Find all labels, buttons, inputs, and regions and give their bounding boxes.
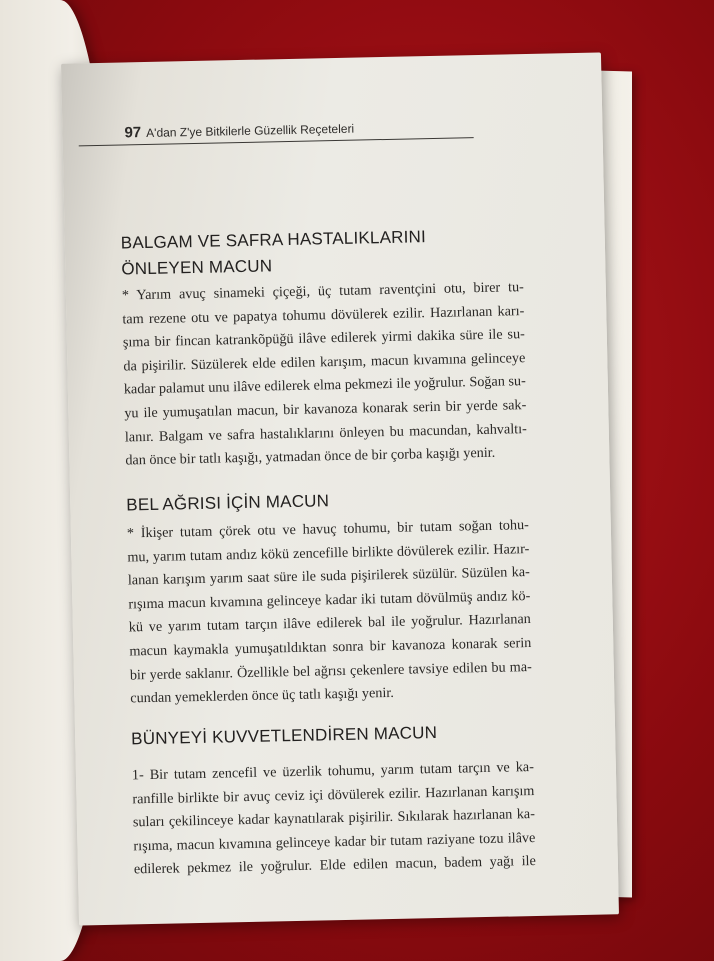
text-line: 1- Bir tutam zencefil ve üzerlik tohumu, yarım tutam tarçın ve ka-	[131, 759, 535, 784]
section-title-bel-agrisi	[126, 488, 329, 518]
text-line: * Yarım avuç sinameki çiçeği, üç tutam raventçini otu, birer tu-	[121, 279, 524, 304]
text-line: kadar palamut unu ilâve edilerek elma pekmezi ile yoğrulur. Soğan su-	[123, 373, 526, 398]
text-line: yu ile yumuşatılan macun, bir kavanoza konarak serin bir yerde sak-	[124, 397, 527, 422]
text-line: macun kaymakla yumuşatıldıktan sonra bir kavanoza konarak serin	[129, 634, 532, 660]
text-line: ranfille birlikte bir avuç ceviz içi dövülerek ezilir. Hazırlanan karışım	[132, 782, 535, 808]
section-title-line: BÜNYEYİ KUVVETLENDİREN MACUN	[130, 723, 438, 749]
section-title-line: ÖNLEYEN MACUN	[121, 256, 273, 279]
text-line: da pişirilir. Süzülerek elde edilen karışım, macun kıvamına gelinceye	[123, 349, 526, 375]
section-title-bunyeyi	[131, 720, 437, 752]
book-title: A'dan Z'ye Bitkilerle Güzellik Reçeteleri	[146, 121, 355, 140]
text-line: şıma bir fincan katrankõpüğü ilâve edilerek yirmi dakika süre ile su-	[122, 326, 525, 351]
text-line: bir yerde saklanır. Özellikle bel ağrısı çekenlere tavsiye edilen bu ma-	[129, 658, 532, 684]
text-line: kü ve yarım tutam tarçın ilâve edilerek bal ile yoğrulur. Hazırlanan	[128, 611, 531, 636]
section-title-balgam	[121, 224, 427, 282]
text-line: edilerek pekmez ile yoğrulur. Elde edilen macun, badem yağı ile	[133, 853, 537, 878]
book-page	[61, 52, 619, 925]
page-number: 97	[124, 124, 142, 142]
text-line: lanır. Balgam ve safra hastalıklarını önleyen bu macundan, kahvaltı-	[124, 420, 527, 446]
text-line: rışıma, macun kıvamına gelinceye kadar bir tutam raziyane tozu ilâve	[133, 829, 536, 855]
text-line: tam rezene otu ve papatya tohumu dövülerek ezilir. Hazırlanan karı-	[122, 302, 525, 328]
paragraph-bunyeyi	[132, 756, 536, 882]
text-line: suları çekilinceye kadar kaynatılarak pişirilir. Sıkılarak hazırlanan ka-	[132, 806, 536, 831]
text-line: lanan karışım yarım saat süre ile suda pişirilerek süzülür. Süzülen ka-	[127, 564, 530, 589]
text-line: cundan yemeklerden önce üç tatlı kaşığı yenir.	[130, 685, 395, 707]
section-title-line: BALGAM VE SAFRA HASTALIKLARINI	[120, 227, 427, 253]
text-line: dan önce bir tatlı kaşığı, yatmadan önce de bir çorba kaşığı yenir.	[125, 444, 496, 469]
paragraph-balgam	[122, 276, 528, 473]
section-title-line: BEL AĞRISI İÇİN MACUN	[126, 491, 330, 515]
text-line: * İkişer tutam çörek otu ve havuç tohumu, bir tutam soğan tohu-	[126, 517, 529, 542]
paragraph-bel-agrisi	[127, 514, 533, 711]
text-line: mu, yarım tutam andız kökü zencefille birlikte dövülerek ezilir. Hazır-	[127, 540, 530, 566]
text-line: rışıma macun kıvamına gelinceye kadar iki tutam dövülmüş andız kö-	[128, 587, 531, 613]
